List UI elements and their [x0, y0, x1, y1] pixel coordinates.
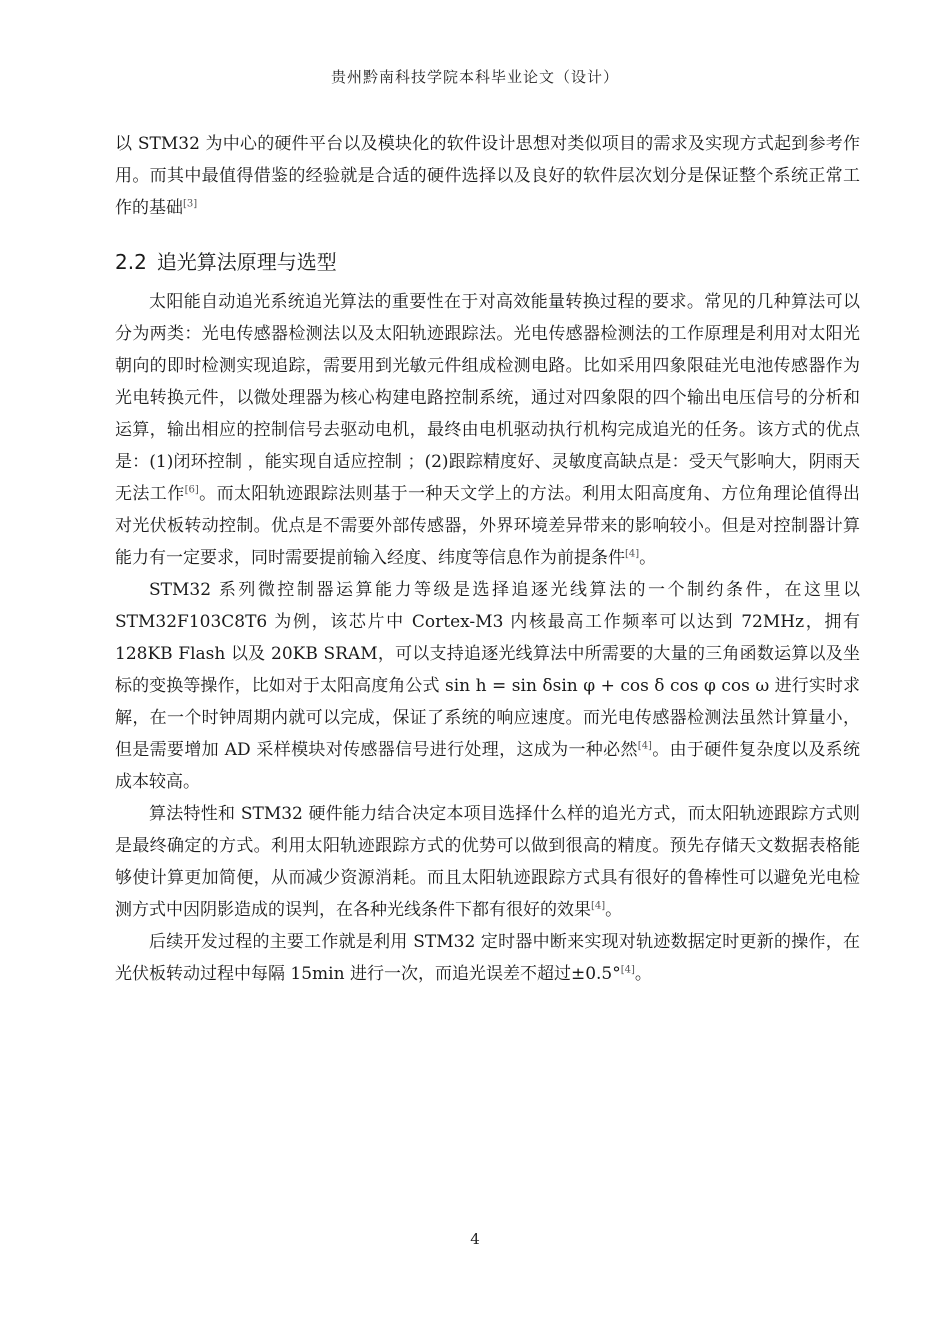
- paragraph-text: 后续开发过程的主要工作就是利用 STM32 定时器中断来实现对轨迹数据定时更新的操作，在光伏板转动过程中每隔 15min 进行一次，而追光误差不超过±0.5°: [115, 932, 860, 984]
- section-heading: [115, 246, 860, 278]
- paragraph-text: 。由于硬件复杂度以及系统成本较高。: [115, 740, 860, 792]
- citation-ref: [4]: [625, 548, 640, 560]
- intro-paragraph: [115, 128, 860, 224]
- paragraph-text: 算法特性和 STM32 硬件能力结合决定本项目选择什么样的追光方式，而太阳轨迹跟踪方式则是最终确定的方式。利用太阳轨迹跟踪方式的优势可以做到很高的精度。预先存储天文数据表格能够使计算更加简便，从而减少资源消耗。而且太阳轨迹跟踪方式具有很好的鲁棒性可以避免光电检测方式中因阴影造成的误判，在各种光线条件下都有很好的效果: [115, 804, 860, 920]
- citation-ref: [6]: [184, 484, 199, 496]
- paragraph-selection: [115, 798, 860, 926]
- page-number: 4: [470, 1230, 480, 1248]
- paragraph-followup: [115, 926, 860, 990]
- paragraph-text: 。而太阳轨迹跟踪法则基于一种天文学上的方法。利用太阳高度角、方位角理论值得出对光伏板转动控制。优点是不需要外部传感器，外界环境差异带来的影响较小。但是对控制器计算能力有一定要求，同时需要提前输入经度、纬度等信息作为前提条件: [115, 484, 861, 568]
- paragraph-text: 。: [605, 900, 623, 920]
- paragraph-algorithm-types: [115, 286, 860, 574]
- page-content: [115, 128, 860, 990]
- citation-ref: [4]: [620, 964, 635, 976]
- citation-ref: [3]: [183, 198, 198, 210]
- paragraph-text: 。: [639, 548, 657, 568]
- intro-text: 以 STM32 为中心的硬件平台以及模块化的软件设计思想对类似项目的需求及实现方式起到参考作用。而其中最值得借鉴的经验就是合适的硬件选择以及良好的软件层次划分是保证整个系统正常工作的基础: [115, 134, 860, 218]
- paragraph-stm32-capability: [115, 574, 860, 798]
- paragraph-text: 太阳能自动追光系统追光算法的重要性在于对高效能量转换过程的要求。常见的几种算法可以分为两类：光电传感器检测法以及太阳轨迹跟踪法。光电传感器检测法的工作原理是利用对太阳光朝向的即时检测实现追踪，需要用到光敏元件组成检测电路。比如采用四象限硅光电池传感器作为光电转换元件，以微处理器为核心构建电路控制系统，通过对四象限的四个输出电压信号的分析和运算，输出相应的控制信号去驱动电机，最终由电机驱动执行机构完成追光的任务。该方式的优点是：(1)闭环控制 ，能实现自适应控制 ；(2)跟踪精度好、灵敏度高缺点是：受天气影响大，阴雨天无法工作: [115, 292, 860, 504]
- page-header: 贵州黔南科技学院本科毕业论文（设计）: [330, 68, 619, 86]
- section-title: 追光算法原理与选型: [156, 250, 337, 274]
- section-number: 2.2: [115, 250, 147, 274]
- paragraph-text: STM32 系列微控制器运算能力等级是选择追逐光线算法的一个制约条件，在这里以 STM32F103C8T6 为例，该芯片中 Cortex-M3 内核最高工作频率可以达到 72MHz，拥有 128KB Flash 以及 20KB SRAM，可以支持追逐光线算法中所需要的大量的三角函数运算以及坐标的变换等操作，比如对于太阳高度角公式 sin h = sin δsin φ + cos δ cos φ cos ω 进行实时求解，在一个时钟周期内就可以完成，保证了系统的响应速度。而光电传感器检测法虽然计算量小，但是需要增加 AD 采样模块对传感器信号进行处理，这成为一种必然: [115, 580, 860, 760]
- paragraph-text: 。: [634, 964, 652, 984]
- citation-ref: [4]: [591, 900, 606, 912]
- citation-ref: [4]: [637, 740, 652, 752]
